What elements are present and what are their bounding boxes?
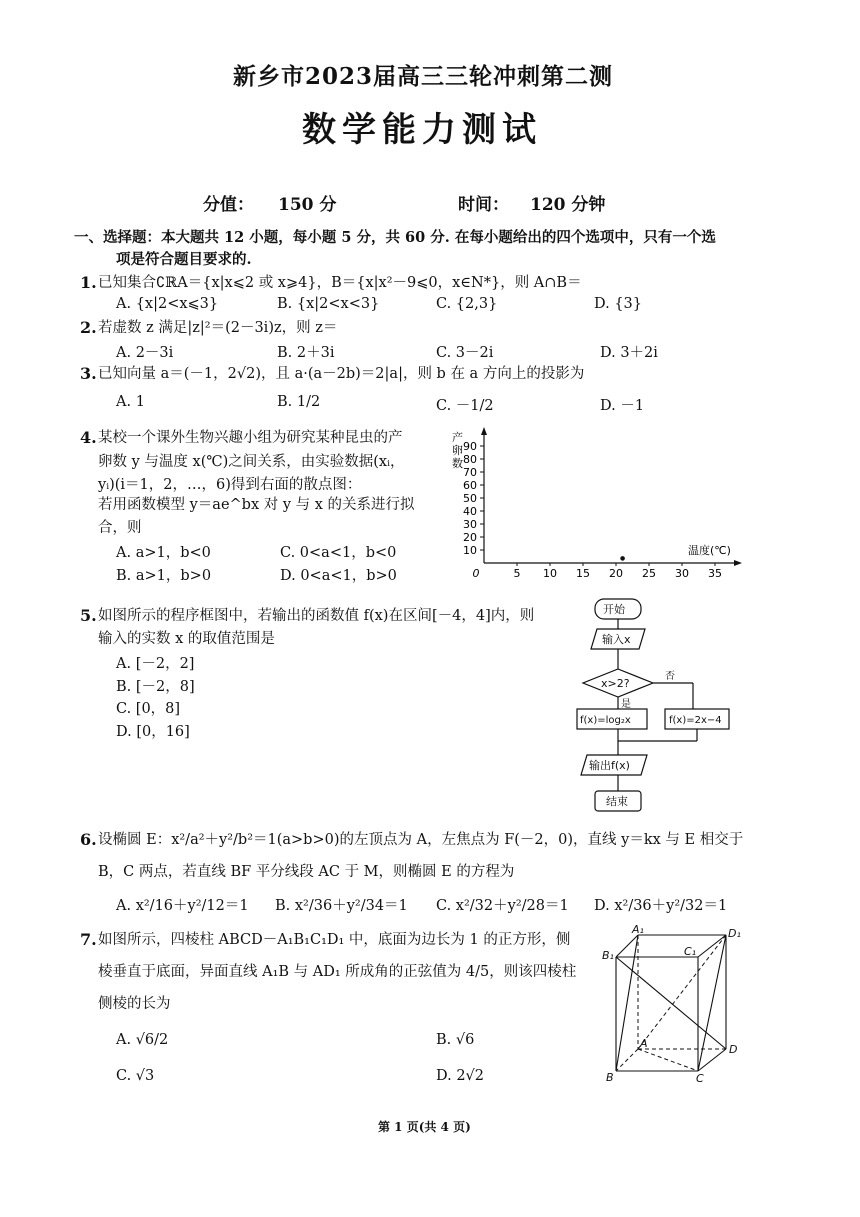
y-axis-label-char: 产 (452, 431, 463, 444)
y-tick-label: 40 (463, 505, 477, 518)
flow-no-text: 否 (665, 671, 675, 682)
flow-output-text: 输出f(x) (589, 759, 630, 772)
scatter-chart (448, 425, 748, 585)
option-b: B. √6 (436, 1032, 475, 1048)
score-value: 150 分 (278, 195, 337, 215)
y-tick-label: 10 (463, 544, 477, 557)
hidden-diagonal-ad1 (638, 935, 726, 1049)
vertex-label: D (729, 1043, 738, 1056)
subject-title: 数学能力测试 (302, 110, 542, 150)
time-label: 时间： (458, 195, 509, 215)
option-a: A. a>1，b<0 (116, 545, 211, 561)
question-stem: 若虚数 z 满足|z|²＝(2－3i)z，则 z＝ (98, 320, 338, 336)
option-c: C. －1/2 (436, 398, 494, 414)
x-tick-label: 30 (675, 567, 689, 580)
question-stem-line: 侧棱的长为 (98, 996, 171, 1012)
question-stem-line: 如图所示，四棱柱 ABCD－A₁B₁C₁D₁ 中，底面为边长为 1 的正方形，侧 (98, 932, 571, 948)
y-tick-label: 60 (463, 479, 477, 492)
flow-end-text: 结束 (606, 795, 628, 808)
prism-figure (598, 925, 748, 1085)
x-tick-label: 15 (576, 567, 590, 580)
question-stem-line: 如图所示的程序框图中，若输出的函数值 f(x)在区间[－4，4]内，则 (98, 608, 535, 624)
flow-condition-text: x>2? (601, 677, 630, 690)
question-stem: 已知集合∁ℝA＝{x|x⩽2 或 x⩾4}，B＝{x|x²－9⩽0，x∈N*}，则 A∩B＝ (98, 275, 582, 291)
y-tick-label: 20 (463, 531, 477, 544)
vertex-label: B (606, 1071, 614, 1084)
option-b: B. 2＋3i (277, 345, 335, 361)
y-axis-label-char: 数 (452, 457, 463, 470)
question-number: 4. (80, 428, 97, 447)
option-a: A. √6/2 (116, 1032, 169, 1048)
option-c: C. √3 (116, 1068, 155, 1084)
question-number: 3. (80, 364, 97, 383)
y-tick-label: 80 (463, 453, 477, 466)
vertex-label: C₁ (684, 945, 697, 958)
question-stem: 已知向量 a＝(－1，2√2)，且 a·(a－2b)＝2|a|，则 b 在 a 方向上的投影为 (98, 366, 585, 382)
exam-title: 新乡市2023届高三三轮冲刺第二测 (233, 63, 614, 90)
page-footer: 第 1 页(共 4 页) (378, 1120, 471, 1134)
option-d: D. [0，16] (116, 724, 190, 740)
option-c: C. {2,3} (436, 296, 498, 312)
question-stem-line: 合，则 (98, 520, 142, 536)
x-tick-label: 5 (513, 567, 521, 580)
option-b: B. [－2，8] (116, 679, 195, 695)
x-axis-label: 温度(℃) (688, 544, 731, 557)
flow-input-text: 输入x (602, 633, 631, 646)
flow-yes-formula: f(x)=log₂x (580, 715, 631, 726)
option-b: B. a>1，b>0 (116, 568, 212, 584)
flow-start-text: 开始 (603, 603, 625, 616)
question-stem-line: 棱垂直于底面，异面直线 A₁B 与 AD₁ 所成角的正弦值为 4/5，则该四棱柱 (98, 964, 577, 980)
option-c: C. 0<a<1，b<0 (280, 545, 397, 561)
diagonal-d1c (698, 935, 726, 1071)
y-tick-label: 70 (463, 466, 477, 479)
vertex-label: B₁ (602, 949, 614, 962)
diagonal-a1b (616, 935, 638, 1071)
diagonal (616, 957, 726, 1049)
question-number: 6. (80, 830, 97, 849)
vertex-label: D₁ (728, 927, 741, 940)
y-axis-arrow (481, 427, 487, 435)
x-axis-arrow (734, 560, 742, 566)
question-stem-line: 卵数 y 与温度 x(℃)之间关系，由实验数据(xᵢ， (98, 454, 405, 470)
question-stem-line: yᵢ)(i＝1，2，…，6)得到右面的散点图： (98, 477, 362, 493)
time-value: 120 分钟 (530, 195, 606, 215)
y-tick-label: 30 (463, 518, 477, 531)
option-c: C. x²/32＋y²/28＝1 (436, 898, 569, 914)
flow-yes-text: 是 (621, 699, 631, 710)
vertex-label: A₁ (632, 925, 644, 936)
question-number: 2. (80, 318, 97, 337)
x-tick-label: 20 (609, 567, 623, 580)
option-b: B. x²/36＋y²/34＝1 (275, 898, 408, 914)
option-d: D. －1 (600, 398, 645, 414)
y-tick-label: 90 (463, 440, 477, 453)
question-stem-line: 设椭圆 E：x²/a²＋y²/b²＝1(a>b>0)的左顶点为 A，左焦点为 F(－2，0)，直线 y＝kx 与 E 相交于 (98, 832, 744, 848)
section-heading-line1: 一、选择题：本大题共 12 小题，每小题 5 分，共 60 分. 在每小题给出的四个选项中，只有一个选 (74, 229, 716, 246)
option-b: B. 1/2 (277, 394, 321, 410)
question-stem-line: B，C 两点，若直线 BF 平分线段 AC 于 M，则椭圆 E 的方程为 (98, 864, 515, 880)
option-a: A. 1 (116, 394, 145, 410)
option-c: C. 3－2i (436, 345, 494, 361)
question-number: 1. (80, 273, 97, 292)
x-tick-label: 25 (642, 567, 656, 580)
option-a: A. x²/16＋y²/12＝1 (116, 898, 249, 914)
option-d: D. 3＋2i (600, 345, 658, 361)
option-b: B. {x|2<x<3} (277, 296, 380, 312)
question-stem-line: 若用函数模型 y＝ae^bx 对 y 与 x 的关系进行拟 (98, 497, 415, 513)
score-label: 分值： (203, 195, 254, 215)
x-tick-label: 10 (543, 567, 557, 580)
option-d: D. 0<a<1，b>0 (280, 568, 397, 584)
y-axis-label-char: 卵 (452, 444, 463, 457)
question-stem-line: 输入的实数 x 的取值范围是 (98, 631, 275, 647)
x-tick-label: 0 (472, 567, 480, 580)
question-stem-line: 某校一个课外生物兴趣小组为研究某种昆虫的产 (98, 430, 403, 446)
y-tick-label: 50 (463, 492, 477, 505)
hidden-diagonal (638, 1049, 698, 1071)
vertex-label: A (640, 1037, 648, 1050)
vertex-label: C (696, 1072, 704, 1085)
option-d: D. {3} (594, 296, 643, 312)
flowchart (565, 595, 745, 825)
question-number: 7. (80, 930, 97, 949)
option-a: A. 2－3i (116, 345, 174, 361)
option-a: A. [－2，2] (116, 656, 195, 672)
section-heading-line2: 项是符合题目要求的. (116, 251, 252, 268)
scatter-point (620, 556, 625, 561)
option-c: C. [0，8] (116, 701, 181, 717)
question-number: 5. (80, 606, 97, 625)
option-d: D. 2√2 (436, 1068, 485, 1084)
option-a: A. {x|2<x⩽3} (116, 296, 219, 312)
y-axis-label (452, 430, 463, 470)
x-tick-label: 35 (708, 567, 722, 580)
option-d: D. x²/36＋y²/32＝1 (594, 898, 728, 914)
flow-no-formula: f(x)=2x−4 (669, 715, 722, 726)
